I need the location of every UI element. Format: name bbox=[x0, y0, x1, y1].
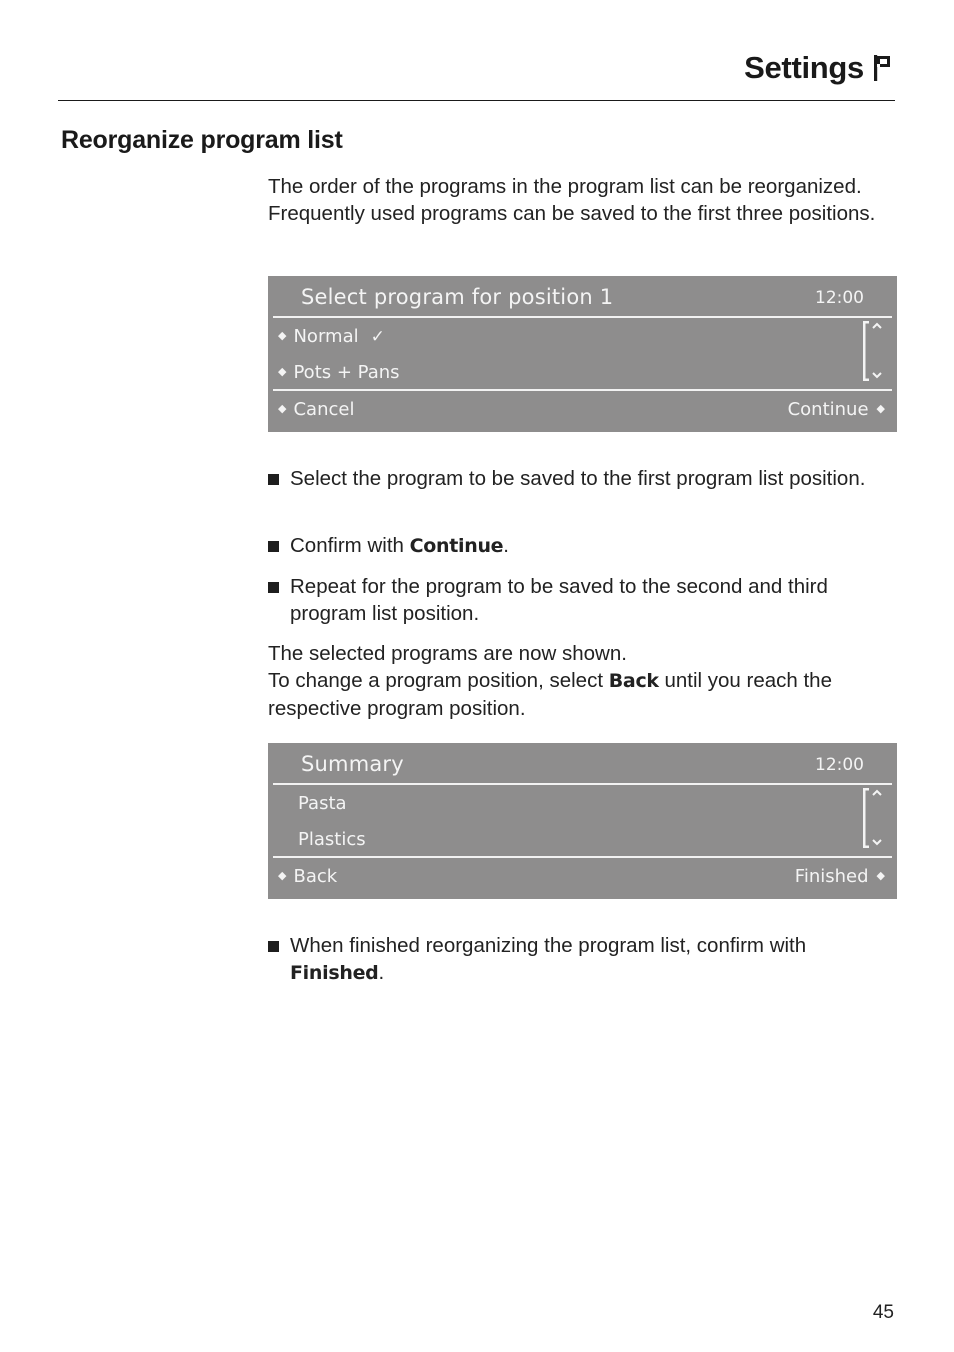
step-text-suffix: . bbox=[378, 961, 385, 984]
bullet-dot-icon: ◆ bbox=[876, 402, 885, 415]
cancel-softkey[interactable] bbox=[278, 399, 354, 420]
result-line-2-prefix: To change a program position, select bbox=[268, 669, 609, 692]
bullet-dot-icon: ◆ bbox=[278, 402, 287, 415]
step-text: Repeat for the program to be saved to the second and third program list position. bbox=[290, 575, 828, 625]
bullet-square-icon bbox=[268, 941, 279, 952]
bullet-dot-icon: ◆ bbox=[278, 869, 287, 882]
display-rule-top bbox=[273, 783, 892, 785]
display-rule-bottom bbox=[273, 389, 892, 391]
cancel-softkey-label: Cancel bbox=[293, 399, 355, 420]
display-item-label: Plastics bbox=[298, 829, 366, 850]
bullet-dot-icon: ◆ bbox=[876, 869, 885, 882]
step-text-prefix: Confirm with bbox=[290, 534, 410, 557]
continue-softkey-label: Continue bbox=[787, 399, 869, 420]
display-rule-top bbox=[273, 316, 892, 318]
section-heading: Reorganize program list bbox=[61, 126, 343, 154]
display-summary bbox=[268, 743, 897, 899]
display-item-label: Normal bbox=[293, 326, 359, 347]
result-line-1: The selected programs are now shown. bbox=[268, 642, 627, 665]
header-divider bbox=[58, 100, 895, 101]
display-title: Summary bbox=[301, 752, 404, 776]
bullet-dot-icon: ◆ bbox=[278, 329, 287, 342]
display-key-back: Back bbox=[608, 670, 659, 692]
intro-paragraph: The order of the programs in the program list can be reorganized. Frequently used programs can be saved to the first three positions. bbox=[268, 175, 876, 225]
scrollbar-icon[interactable] bbox=[861, 320, 887, 386]
instruction-step bbox=[268, 465, 904, 492]
bullet-square-icon bbox=[268, 541, 279, 552]
result-paragraph bbox=[268, 640, 904, 722]
finished-softkey[interactable] bbox=[795, 866, 885, 887]
display-item-label: Pots + Pans bbox=[293, 362, 400, 383]
instruction-step bbox=[268, 532, 904, 560]
flag-icon bbox=[872, 53, 892, 83]
continue-softkey[interactable] bbox=[788, 399, 885, 420]
instruction-step bbox=[268, 932, 904, 987]
display-clock: 12:00 bbox=[815, 755, 864, 775]
display-title-row bbox=[268, 276, 897, 317]
display-item-label: Pasta bbox=[298, 793, 347, 814]
display-key-finished: Finished bbox=[290, 962, 379, 984]
display-key-continue: Continue bbox=[409, 535, 504, 557]
check-icon: ✓ bbox=[370, 326, 385, 347]
step-text-suffix: . bbox=[503, 534, 509, 557]
display-title-row bbox=[268, 743, 897, 784]
instruction-step bbox=[268, 573, 904, 627]
bullet-square-icon bbox=[268, 474, 279, 485]
scrollbar-icon[interactable] bbox=[861, 787, 887, 853]
result-line-2-suffix: until you reach the respective program position. bbox=[268, 669, 832, 720]
display-title: Select program for position 1 bbox=[301, 285, 614, 309]
bullet-dot-icon: ◆ bbox=[278, 365, 287, 378]
display-rule-bottom bbox=[273, 856, 892, 858]
page-number: 45 bbox=[872, 1302, 894, 1323]
result-line-2 bbox=[268, 667, 904, 722]
display-list-item[interactable] bbox=[298, 829, 366, 850]
bullet-square-icon bbox=[268, 582, 279, 593]
step-text-prefix: When finished reorganizing the program list, confirm with bbox=[290, 934, 807, 957]
step-text: Select the program to be saved to the first program list position. bbox=[290, 467, 866, 490]
display-list-item[interactable] bbox=[278, 362, 400, 383]
page-header-title bbox=[744, 50, 892, 86]
header-title-text: Settings bbox=[744, 50, 864, 85]
back-softkey-label: Back bbox=[293, 866, 338, 887]
finished-softkey-label: Finished bbox=[794, 866, 869, 887]
display-clock: 12:00 bbox=[815, 288, 864, 308]
display-list-item[interactable] bbox=[298, 793, 347, 814]
display-list-item[interactable] bbox=[278, 326, 385, 347]
back-softkey[interactable] bbox=[278, 866, 337, 887]
display-select-program bbox=[268, 276, 897, 432]
